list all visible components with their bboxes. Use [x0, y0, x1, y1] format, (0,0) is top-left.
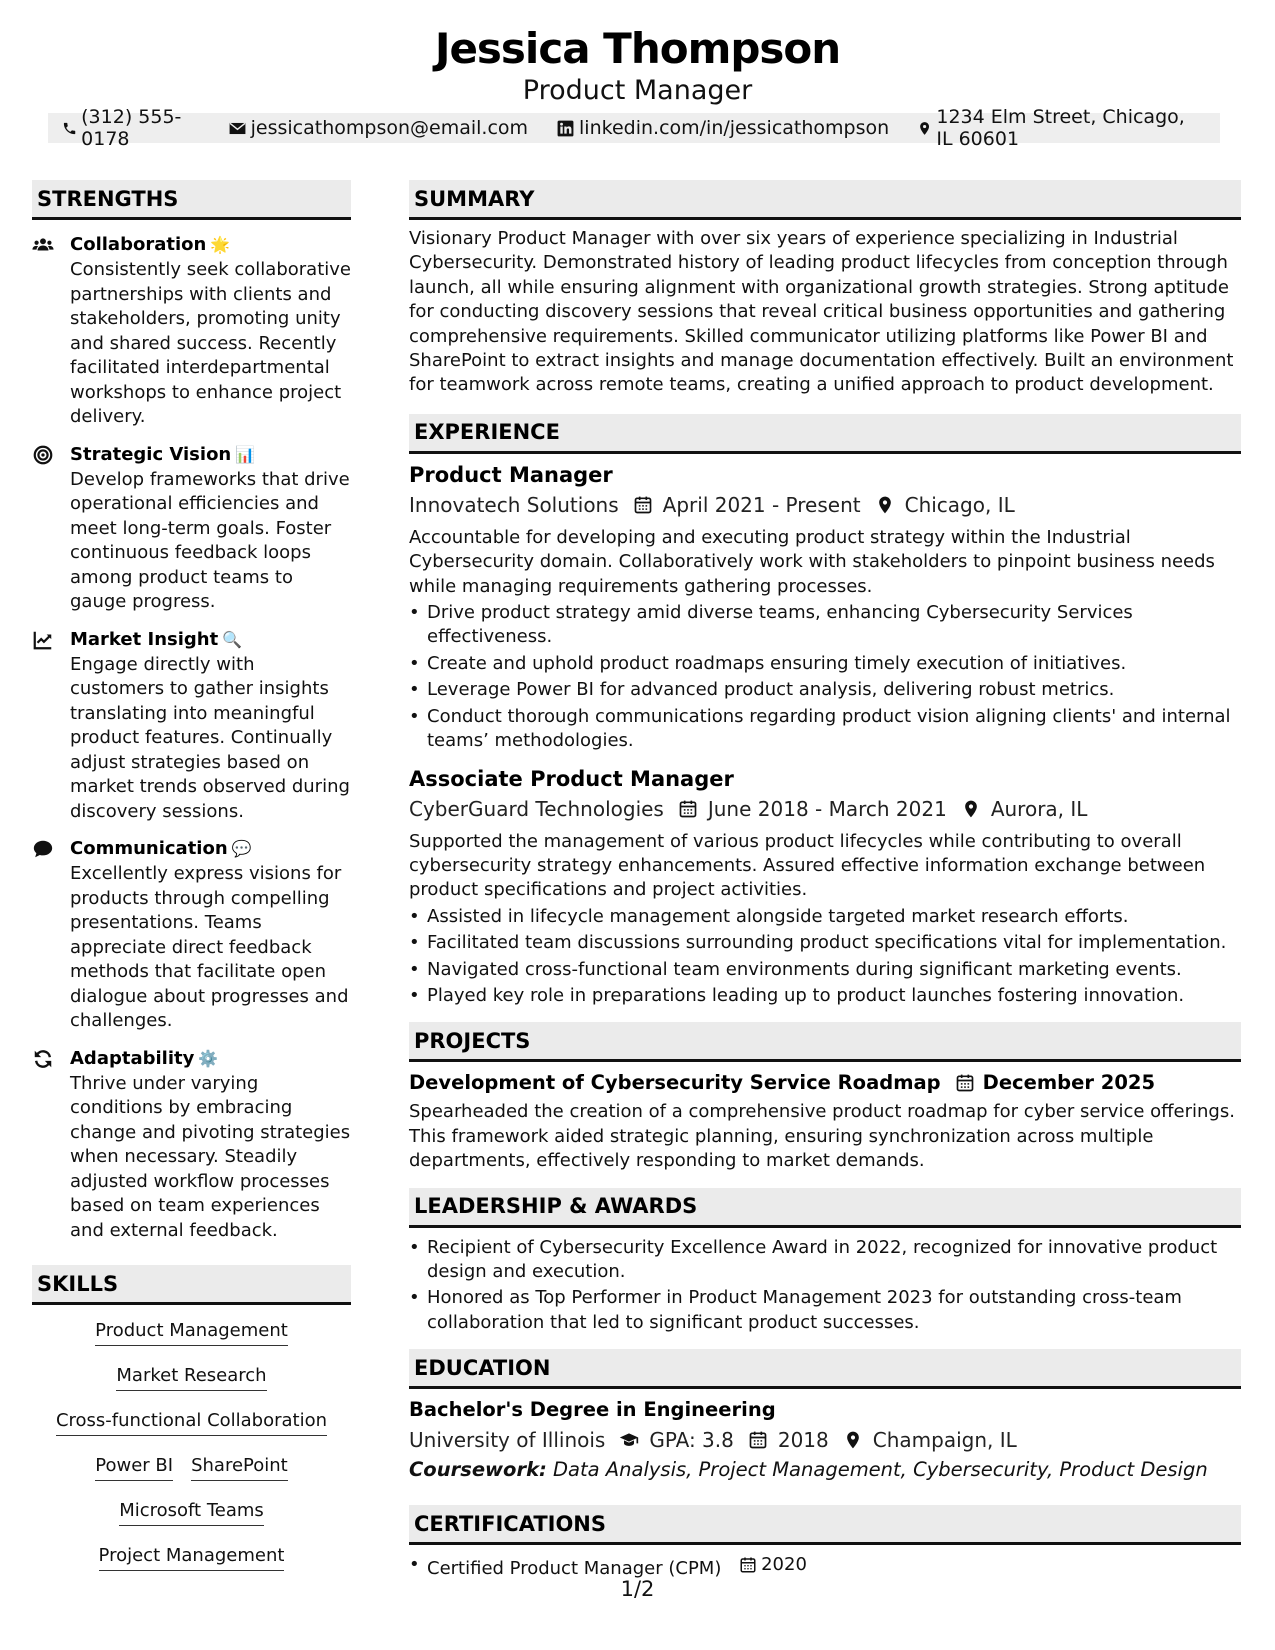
education-meta — [409, 1425, 1241, 1455]
phone-text: (312) 555-0178 — [81, 106, 182, 150]
map-pin-icon — [843, 1430, 863, 1450]
job-dates: June 2018 - March 2021 — [707, 796, 947, 821]
job-description: Supported the management of various product lifecycles while contributing to overall cybersecurity strategy enhancements. Assured effective information exchange between product specifications and project activities. — [409, 830, 1206, 901]
company-name: Innovatech Solutions — [409, 492, 619, 517]
summary-text: Visionary Product Manager with over six years of experience specializing in Industrial Cybersecurity. Demonstrated history of leading product lifecycles from conception through launch, all while ensuring alignment with organizational growth strategies. Strong aptitude for conducting discovery sessions that reveal critical business opportunities and gathering comprehensive requirements. Skilled communicator utilizing platforms like Power BI and SharePoint to extract insights and manage documentation effectively. Built an environment for teamwork across remote teams, creating a unified approach to product development. — [409, 228, 1234, 396]
strength-title: Strategic Vision — [70, 443, 232, 465]
speech-bubble-icon — [32, 838, 54, 860]
gear-emoji-icon: ⚙️ — [198, 1048, 219, 1068]
strength-desc: Develop frameworks that drive operational efficiencies and meet long-term goals. Foster continuous feedback loops among product teams to gauge progress. — [70, 468, 350, 612]
gpa-text: GPA: 3.8 — [649, 1428, 734, 1453]
project-date: December 2025 — [982, 1071, 1156, 1095]
job-title: Associate Product Manager — [409, 766, 734, 791]
experience-heading: EXPERIENCE — [409, 414, 1241, 454]
sync-icon — [32, 1048, 54, 1070]
star-emoji-icon: 🌟 — [210, 235, 231, 254]
graduation-year: 2018 — [777, 1428, 829, 1453]
contact-phone — [48, 106, 214, 150]
project-title: Development of Cybersecurity Service Roadmap — [409, 1071, 941, 1095]
strength-title: Adaptability — [70, 1047, 195, 1069]
linkedin-text: linkedin.com/in/jessicathompson — [579, 117, 890, 139]
strength-title: Market Insight — [70, 628, 219, 650]
coursework — [409, 1455, 1241, 1485]
strength-desc: Thrive under varying conditions by embracing change and pivoting strategies when necessary. Steadily adjusted workflow processes based on team experiences and external feedback. — [70, 1072, 351, 1241]
bullet-item: • Navigated cross-functional team environments during significant marketing events. — [427, 958, 1241, 982]
strength-item — [32, 232, 351, 430]
skill-tag: Market Research — [116, 1364, 266, 1391]
strength-item — [32, 1046, 351, 1244]
awards-list — [409, 1236, 1241, 1336]
job-entry — [409, 460, 1241, 754]
school-name: University of Illinois — [409, 1428, 606, 1453]
strength-title: Communication — [70, 838, 228, 859]
calendar-icon — [739, 1556, 757, 1574]
coursework-label: Coursework: — [409, 1458, 547, 1482]
bullet-item: • Assisted in lifecycle management alongside targeted market research efforts. — [427, 905, 1241, 929]
bullet-item: • Facilitated team discussions surrounding product specifications vital for implementation. — [427, 931, 1241, 955]
map-pin-icon — [961, 799, 981, 819]
bullet-item: • Played key role in preparations leading up to product launches fostering innovation. — [427, 984, 1241, 1008]
candidate-name: Jessica Thompson — [434, 24, 841, 73]
job-meta — [409, 490, 1241, 520]
school-location: Champaign, IL — [872, 1428, 1017, 1453]
job-bullets — [409, 601, 1241, 753]
calendar-icon — [955, 1073, 975, 1093]
education-heading: EDUCATION — [409, 1349, 1241, 1389]
skill-tag: Microsoft Teams — [119, 1499, 264, 1526]
award-item: • Honored as Top Performer in Product Management 2023 for outstanding cross-team collaboration that led to significant product successes. — [427, 1286, 1241, 1335]
skills-list — [32, 1319, 351, 1589]
strength-desc: Consistently seek collaborative partnerships with clients and stakeholders, promoting unity and shared success. Recently facilitated interdepartmental workshops to enhance project delivery. — [70, 259, 351, 427]
degree-title: Bachelor's Degree in Engineering — [409, 1398, 776, 1422]
magnifier-emoji-icon: 🔍 — [222, 629, 243, 649]
job-location: Chicago, IL — [904, 492, 1015, 517]
strengths-heading: STRENGTHS — [32, 180, 351, 220]
certification-name: Certified Product Manager (CPM) — [427, 1558, 722, 1580]
skill-tag: Product Management — [95, 1319, 288, 1346]
map-pin-icon — [875, 495, 895, 515]
strength-item — [32, 836, 351, 1034]
email-text: jessicathompson@email.com — [250, 117, 529, 139]
company-name: CyberGuard Technologies — [409, 796, 664, 821]
strength-desc: Excellently express visions for products through compelling presentations. Teams appreciate direct feedback methods that facilitate open dialogue about progresses and challenges. — [70, 863, 349, 1031]
project-description: Spearheaded the creation of a comprehensive product roadmap for cyber service offerings. This framework aided strategic planning, ensuring synchronization across multiple departments, effectively responding to market demands. — [409, 1101, 1235, 1172]
strength-title: Collaboration — [70, 234, 207, 255]
summary-heading: SUMMARY — [409, 180, 1241, 220]
graduation-cap-icon — [619, 1430, 639, 1450]
awards-heading: LEADERSHIP & AWARDS — [409, 1188, 1241, 1228]
job-bullets — [409, 905, 1241, 1009]
skill-tag: SharePoint — [191, 1454, 288, 1481]
job-description: Accountable for developing and executing product strategy within the Industrial Cybersecurity domain. Collaboratively work with stakeholders to pinpoint business needs while managing requirements gathering processes. — [409, 526, 1215, 597]
skills-heading: SKILLS — [32, 1265, 351, 1305]
skill-tag: Power BI — [95, 1454, 173, 1481]
job-location: Aurora, IL — [990, 796, 1088, 821]
coursework-list: Data Analysis, Project Management, Cybersecurity, Product Design — [553, 1458, 1208, 1482]
users-icon — [32, 234, 54, 256]
calendar-icon — [748, 1430, 768, 1450]
certification-year: 2020 — [761, 1554, 807, 1576]
calendar-icon — [633, 495, 653, 515]
job-entry — [409, 764, 1241, 1009]
right-column — [409, 180, 1241, 1584]
left-column — [32, 180, 351, 1589]
chart-line-icon — [32, 629, 54, 651]
contact-email[interactable] — [214, 113, 542, 143]
address-text: 1234 Elm Street, Chicago, IL 60601 — [936, 106, 1185, 150]
skill-tag: Cross-functional Collaboration — [56, 1409, 327, 1436]
speech-emoji-icon: 💬 — [231, 839, 252, 858]
linkedin-icon — [556, 119, 575, 138]
page-number: 1/2 — [620, 1577, 655, 1601]
certifications-heading: CERTIFICATIONS — [409, 1505, 1241, 1545]
job-meta — [409, 794, 1241, 824]
projects-heading: PROJECTS — [409, 1022, 1241, 1062]
envelope-icon — [228, 119, 247, 138]
skill-tag: Project Management — [99, 1544, 285, 1571]
job-dates: April 2021 - Present — [662, 492, 861, 517]
award-item: • Recipient of Cybersecurity Excellence Award in 2022, recognized for innovative product design and execution. — [427, 1236, 1241, 1285]
bullet-item: • Leverage Power BI for advanced product analysis, delivering robust metrics. — [427, 678, 1241, 702]
calendar-icon — [678, 799, 698, 819]
map-pin-icon — [917, 119, 932, 138]
bar-chart-emoji-icon: 📊 — [235, 444, 256, 464]
project-title-row — [409, 1068, 1241, 1098]
contact-bar — [48, 106, 1220, 150]
strength-desc: Engage directly with customers to gather insights translating into meaningful product features. Continually adjust strategies based on market trends observed during discovery sessions. — [70, 653, 350, 822]
job-title: Product Manager — [409, 462, 613, 487]
bullet-item: • Conduct thorough communications regarding product vision aligning clients' and internal teams’ methodologies. — [427, 705, 1241, 754]
strength-item — [32, 442, 351, 615]
contact-address — [903, 106, 1220, 150]
candidate-role: Product Manager — [522, 75, 753, 106]
contact-linkedin[interactable] — [542, 113, 903, 143]
bullet-item: • Create and uphold product roadmaps ensuring timely execution of initiatives. — [427, 652, 1241, 676]
bullet-item: • Drive product strategy amid diverse teams, enhancing Cybersecurity Services effectiveness. — [427, 601, 1241, 650]
strength-item — [32, 627, 351, 825]
phone-icon — [62, 119, 77, 138]
resume-header — [0, 0, 1275, 108]
target-icon — [32, 444, 54, 466]
